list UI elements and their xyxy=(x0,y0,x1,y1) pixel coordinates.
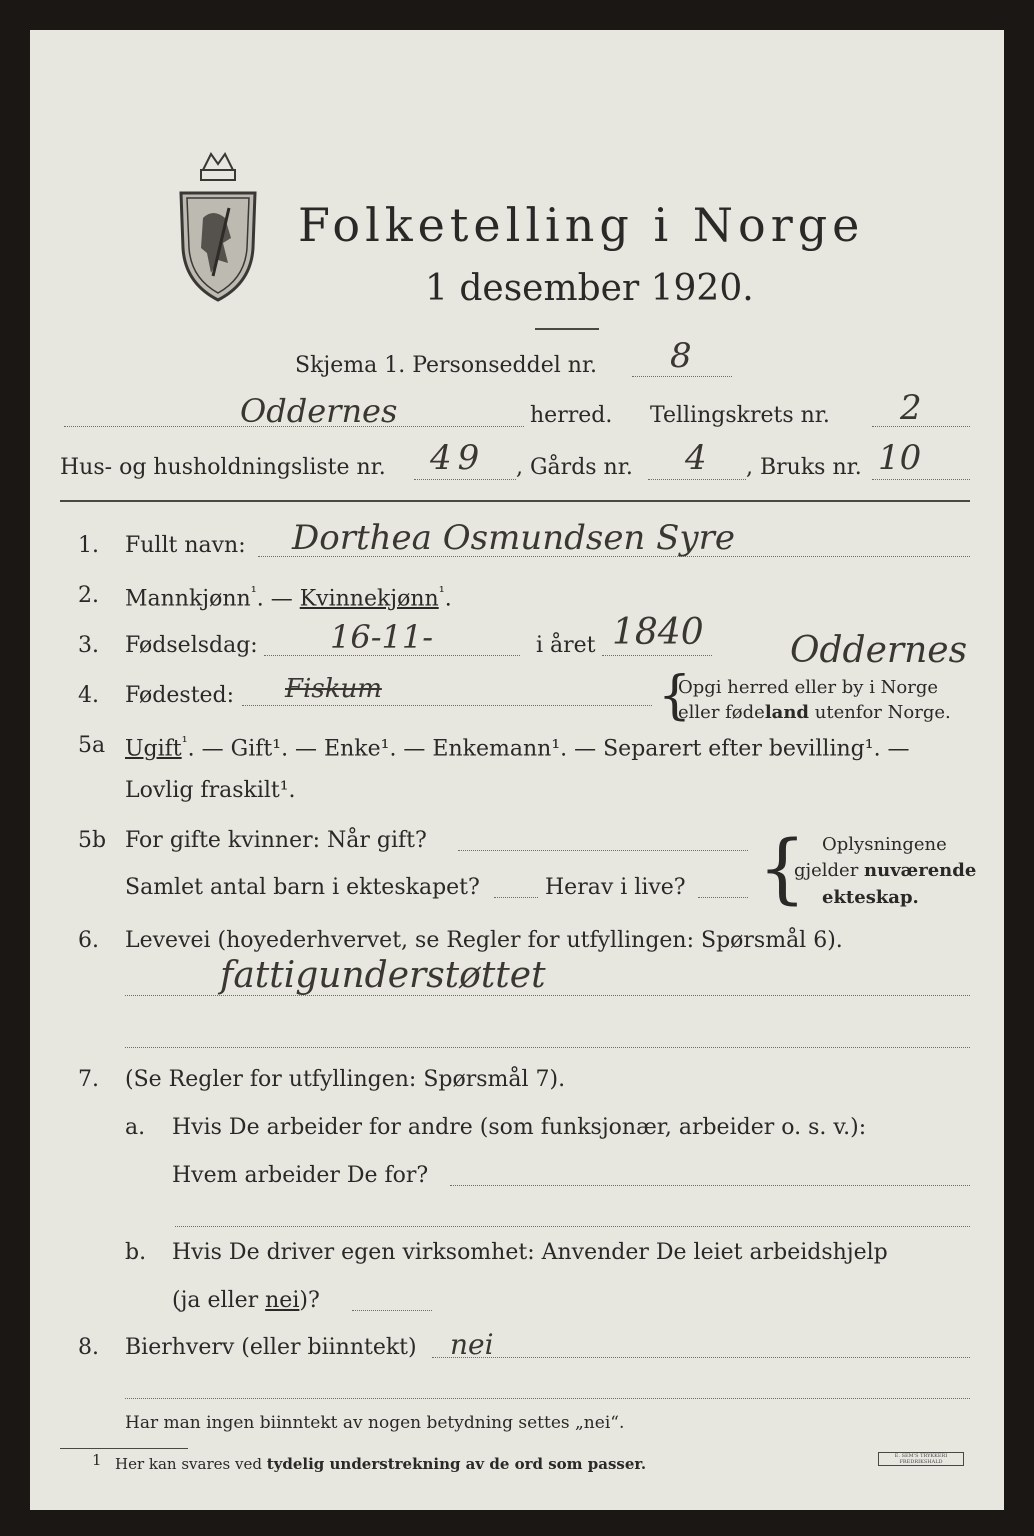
q5b-line1: For gifte kvinner: Når gift? xyxy=(125,828,427,853)
tellingskrets-label: Tellingskrets nr. xyxy=(650,403,830,428)
hus-value: 49 xyxy=(430,438,486,478)
q5b-children-label: Samlet antal barn i ekteskapet? xyxy=(125,875,480,900)
footnote-text xyxy=(115,1455,646,1473)
q5a-number: 5a xyxy=(78,733,106,758)
gards-field[interactable] xyxy=(648,479,746,480)
q8-number: 8. xyxy=(78,1335,99,1360)
q1-number: 1. xyxy=(78,533,99,558)
q5b-note2 xyxy=(794,860,976,881)
gards-label: , Gårds nr. xyxy=(516,455,633,480)
q7-number: 7. xyxy=(78,1067,99,1092)
q7a-question: Hvem arbeider De for? xyxy=(172,1163,429,1188)
coat-of-arms-icon xyxy=(173,148,263,308)
children-alive-field[interactable] xyxy=(698,897,748,898)
census-form xyxy=(30,30,1004,1510)
footnote-ref: ¹ xyxy=(438,583,445,601)
employer-field-2[interactable] xyxy=(175,1226,970,1227)
q4-note-bold: land xyxy=(764,702,810,723)
brace-icon: { xyxy=(658,666,692,726)
birthyear-field[interactable] xyxy=(602,655,712,656)
q3-number: 3. xyxy=(78,633,99,658)
q7b-number: b. xyxy=(125,1240,147,1265)
personseddel-field[interactable] xyxy=(632,376,732,377)
herred-value: Oddernes xyxy=(240,392,398,430)
birthdate-value: 16-11- xyxy=(330,618,434,656)
option-male[interactable]: Mannkjønn xyxy=(125,586,251,612)
q4-note-line1: Opgi herred eller by i Norge xyxy=(678,677,939,698)
q4-label: Fødested: xyxy=(125,683,235,708)
note-text: Har man ingen biinntekt av nogen betydning settes „nei“. xyxy=(125,1413,625,1433)
q5b-alive-label: Herav i live? xyxy=(545,875,686,900)
side-income-value: nei xyxy=(450,1328,494,1361)
married-when-field[interactable] xyxy=(458,850,748,851)
q4-number: 4. xyxy=(78,683,99,708)
brace-icon: { xyxy=(758,823,807,912)
q3-label: Fødselsdag: xyxy=(125,633,258,658)
employer-field[interactable] xyxy=(450,1185,970,1186)
occupation-field-2[interactable] xyxy=(125,1047,970,1048)
q7b-q1: (ja eller xyxy=(172,1288,266,1313)
option-ugift[interactable]: Ugift xyxy=(125,736,182,762)
q5b-note1: Oplysningene xyxy=(822,834,947,855)
herred-label: herred. xyxy=(530,403,613,428)
q7-label: (Se Regler for utfyllingen: Spørsmål 7). xyxy=(125,1067,566,1092)
hired-help-field[interactable] xyxy=(352,1310,432,1311)
printer-stamp: E. SEM'S TRYKKERI FREDRIKSHALD xyxy=(878,1452,964,1466)
option-nei[interactable]: nei xyxy=(265,1288,300,1313)
q7b-question xyxy=(172,1288,320,1313)
footnote-ref: ¹ xyxy=(250,583,257,601)
occupation-value: fattigunderstøttet xyxy=(220,955,546,996)
birthplace-field[interactable] xyxy=(242,705,652,706)
footnote-divider xyxy=(60,1448,188,1449)
q2-number: 2. xyxy=(78,583,99,608)
option-end: . xyxy=(444,586,452,612)
q8-label: Bierhverv (eller biinntekt) xyxy=(125,1335,417,1360)
q5a-line2[interactable]: Lovlig fraskilt¹. xyxy=(125,778,296,803)
side-income-field[interactable] xyxy=(432,1357,970,1358)
q7a-text: Hvis De arbeider for andre (som funksjonær, arbeider o. s. v.): xyxy=(172,1115,867,1140)
q7b-q2: )? xyxy=(299,1288,320,1313)
option-female[interactable]: Kvinnekjønn xyxy=(299,586,439,612)
hus-field[interactable] xyxy=(414,479,516,480)
footnote-a: Her kan svares ved xyxy=(115,1455,267,1473)
option-separator: . — xyxy=(256,586,300,612)
birthplace-value: Oddernes xyxy=(790,630,968,671)
footnote-ref: ¹ xyxy=(181,733,188,751)
q5a-options xyxy=(125,733,910,761)
birthplace-crossed-out: Fiskum xyxy=(285,674,382,704)
q2-options xyxy=(125,583,452,611)
year-label: i året xyxy=(536,633,596,658)
q4-note-c: utenfor Norge. xyxy=(809,702,951,723)
q6-number: 6. xyxy=(78,928,99,953)
bruks-field[interactable] xyxy=(872,479,970,480)
q5a-other-options[interactable]: . — Gift¹. — Enke¹. — Enkemann¹. — Separert efter bevilling¹. — xyxy=(187,736,910,762)
tellingskrets-value: 2 xyxy=(900,388,922,428)
side-income-field-2[interactable] xyxy=(125,1398,970,1399)
q4-note-line2 xyxy=(678,702,951,723)
q5b-note2-bold: nuværende xyxy=(864,860,977,881)
q6-label: Levevei (hoyederhvervet, se Regler for utfyllingen: Spørsmål 6). xyxy=(125,928,843,953)
birthyear-value: 1840 xyxy=(612,612,704,653)
q7a-number: a. xyxy=(125,1115,146,1140)
header-divider xyxy=(60,500,970,502)
form-date: 1 desember 1920. xyxy=(425,268,754,309)
footnote-mark: 1 xyxy=(92,1451,102,1469)
q7b-text: Hvis De driver egen virksomhet: Anvender De leiet arbeidshjelp xyxy=(172,1240,888,1265)
children-total-field[interactable] xyxy=(494,897,538,898)
q5b-note2a: gjelder xyxy=(794,860,859,881)
full-name-value: Dorthea Osmundsen Syre xyxy=(292,518,736,558)
bruks-value: 10 xyxy=(878,438,922,478)
q1-label: Fullt navn: xyxy=(125,533,246,558)
gards-value: 4 xyxy=(685,438,707,478)
form-title: Folketelling i Norge xyxy=(298,198,865,252)
footnote-b: tydelig understrekning av de ord som passer. xyxy=(266,1455,647,1473)
q5b-number: 5b xyxy=(78,828,107,853)
q4-note-a: eller føde xyxy=(678,702,765,723)
skjema-label: Skjema 1. Personseddel nr. xyxy=(295,353,598,378)
hus-label: Hus- og husholdningsliste nr. xyxy=(60,455,386,480)
bruks-label: , Bruks nr. xyxy=(746,455,862,480)
personseddel-value: 8 xyxy=(670,336,692,376)
title-divider xyxy=(535,328,599,330)
q5b-note3: ekteskap. xyxy=(822,887,919,908)
